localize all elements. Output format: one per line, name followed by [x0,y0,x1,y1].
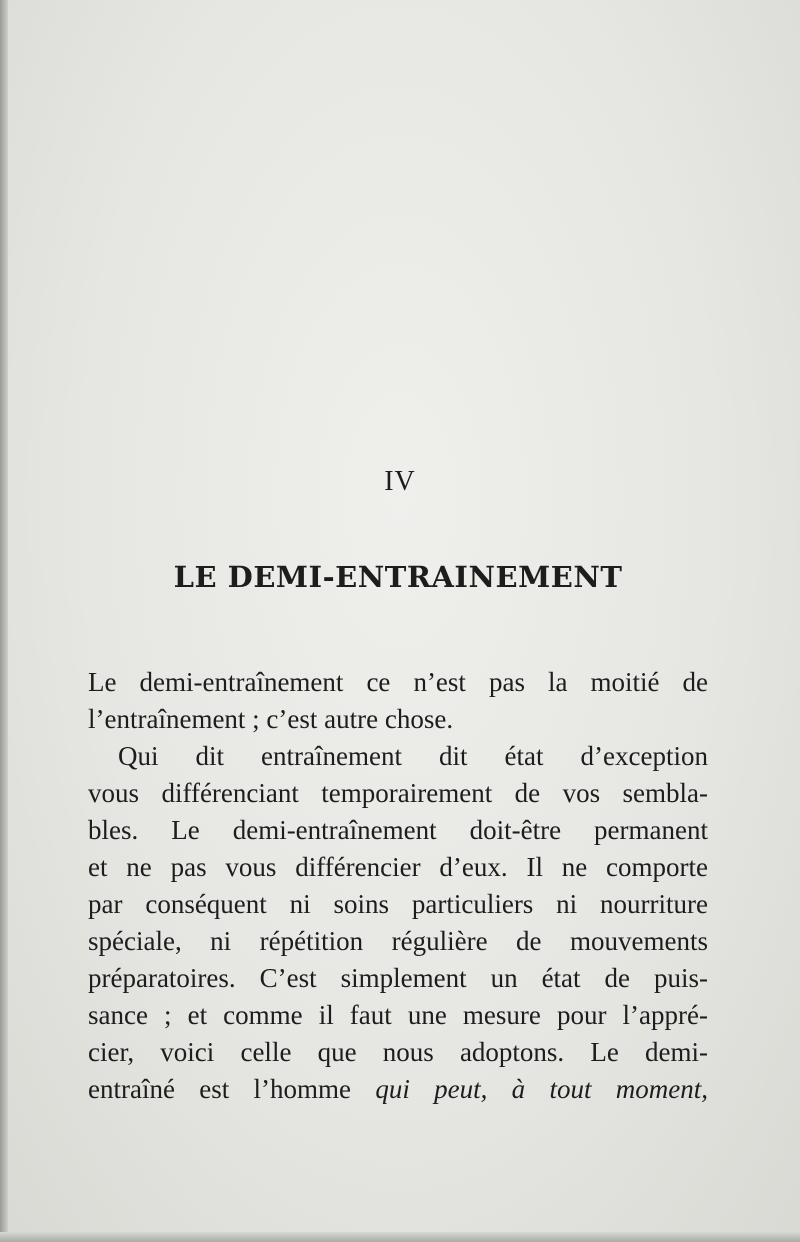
text-line: Le demi-entraînement ce n’est pas la moitié de [88,667,708,697]
text-line: préparatoires. C’est simplement un état de puis- [88,963,708,993]
text-line: vous différenciant temporairement de vos sembla- [88,778,708,808]
text-line: sance ; et comme il faut une mesure pour l’appré- [88,1000,708,1030]
page-edge-shadow [0,0,8,1242]
text-line: spéciale, ni répétition régulière de mouvements [88,926,708,956]
text-line: bles. Le demi-entraînement doit-être permanent [88,815,708,845]
text-line-final [88,1071,708,1108]
text-italic: qui peut, à tout moment, [375,1074,708,1104]
text-line: l’entraînement ; c’est autre chose. [88,704,454,734]
text-plain: entraîné est l’homme [88,1074,376,1104]
chapter-title: LE DEMI-ENTRAINEMENT [173,560,623,594]
chapter-number: IV [384,466,416,497]
text-line: Qui dit entraînement dit état d’exception [118,741,708,771]
body-text [88,664,708,1108]
text-line: et ne pas vous différencier d’eux. Il ne comporte [88,852,708,882]
page-bottom-edge [0,1232,800,1242]
text-line: par conséquent ni soins particuliers ni nourriture [88,889,708,919]
text-line: cier, voici celle que nous adoptons. Le demi- [88,1037,708,1067]
